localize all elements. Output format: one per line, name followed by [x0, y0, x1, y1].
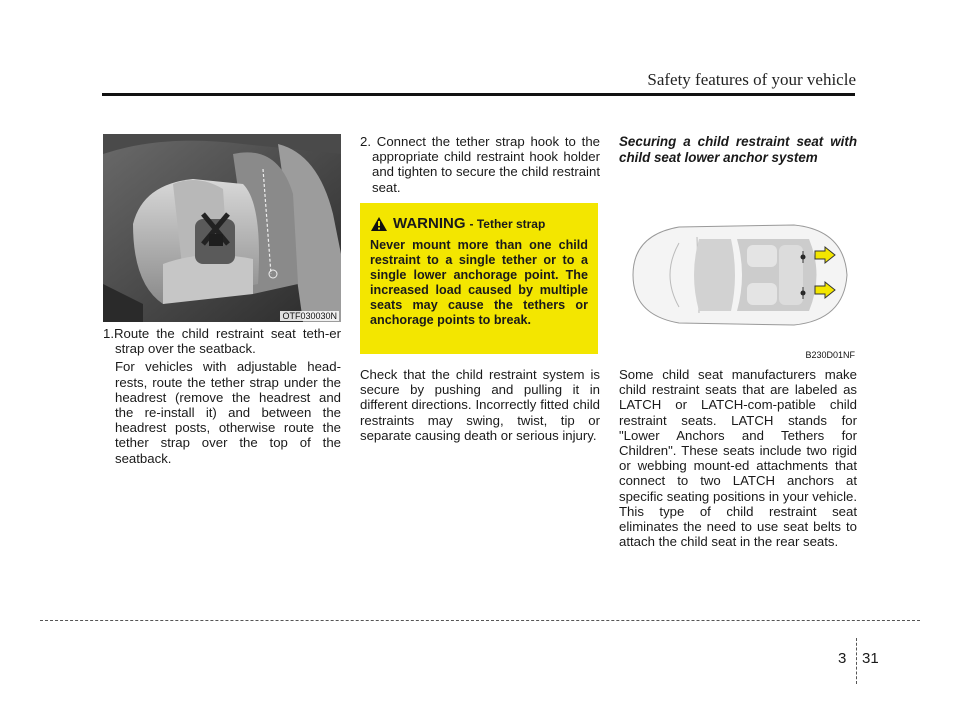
latch-diagram: [619, 175, 857, 360]
check-paragraph: Check that the child restraint system is secure by pushing and pulling it in different directions. Incorrectly fitted child restraints may swing, twist, tip or separate causing death or serious injury.: [360, 367, 600, 443]
warning-title: WARNING: [393, 215, 466, 232]
warning-text: Never mount more than one child restraint to a single tether or to a single lower anchorage point. The increased load caused by multiple seats may cause the tethers or anchorage points to break.: [370, 238, 588, 327]
column-2: [360, 134, 600, 195]
warning-subtitle: - Tether strap: [469, 216, 546, 231]
warning-header: [370, 215, 588, 232]
latch-body-text: Some child seat manufacturers make child restraint seats that are labeled as LATCH or LATCH-com-patible child restraint seats. LATCH stands for "Lower Anchors and Tethers for Children". These seats include two rigid or webbing mount-ed attachments that connect to two LATCH anchors at specific seating positions in your vehicle. This type of child restraint seat eliminates the need to use seat belts to attach the child seat in the rear seats.: [619, 367, 857, 550]
step-2-text: 2. Connect the tether strap hook to the appropriate child restraint hook holder and tighten to secure the child restraint seat.: [360, 134, 600, 195]
chapter-number: 3: [838, 650, 847, 667]
photo-code-label: OTF030030N: [282, 311, 337, 321]
child-seat-photo-graphic: [103, 134, 341, 322]
column-1: [103, 326, 341, 466]
car-top-view-graphic: [619, 175, 857, 360]
warning-triangle-icon: [370, 216, 388, 232]
child-seat-photo: [103, 134, 341, 322]
step-1-detail: For vehicles with adjustable head-rests, route the tether strap under the headrest (remove the headrest and the re-install it) and between the headrest posts, otherwise route the tether strap over the top of the seatback.: [115, 359, 341, 466]
warning-box: [360, 203, 598, 354]
footer-divider: [856, 638, 857, 684]
step-1-text: 1.Route the child restraint seat teth-er strap over the seatback.: [103, 326, 341, 357]
page-header-title: Safety features of your vehicle: [647, 70, 856, 89]
header-rule: [102, 93, 855, 96]
section-heading: Securing a child restraint seat with child seat lower anchor system: [619, 134, 857, 165]
footer-rule: [40, 620, 920, 621]
diagram-code-label: B230D01NF: [805, 350, 855, 360]
page-number: 31: [862, 650, 879, 667]
column-3-heading-wrap: [619, 134, 857, 166]
